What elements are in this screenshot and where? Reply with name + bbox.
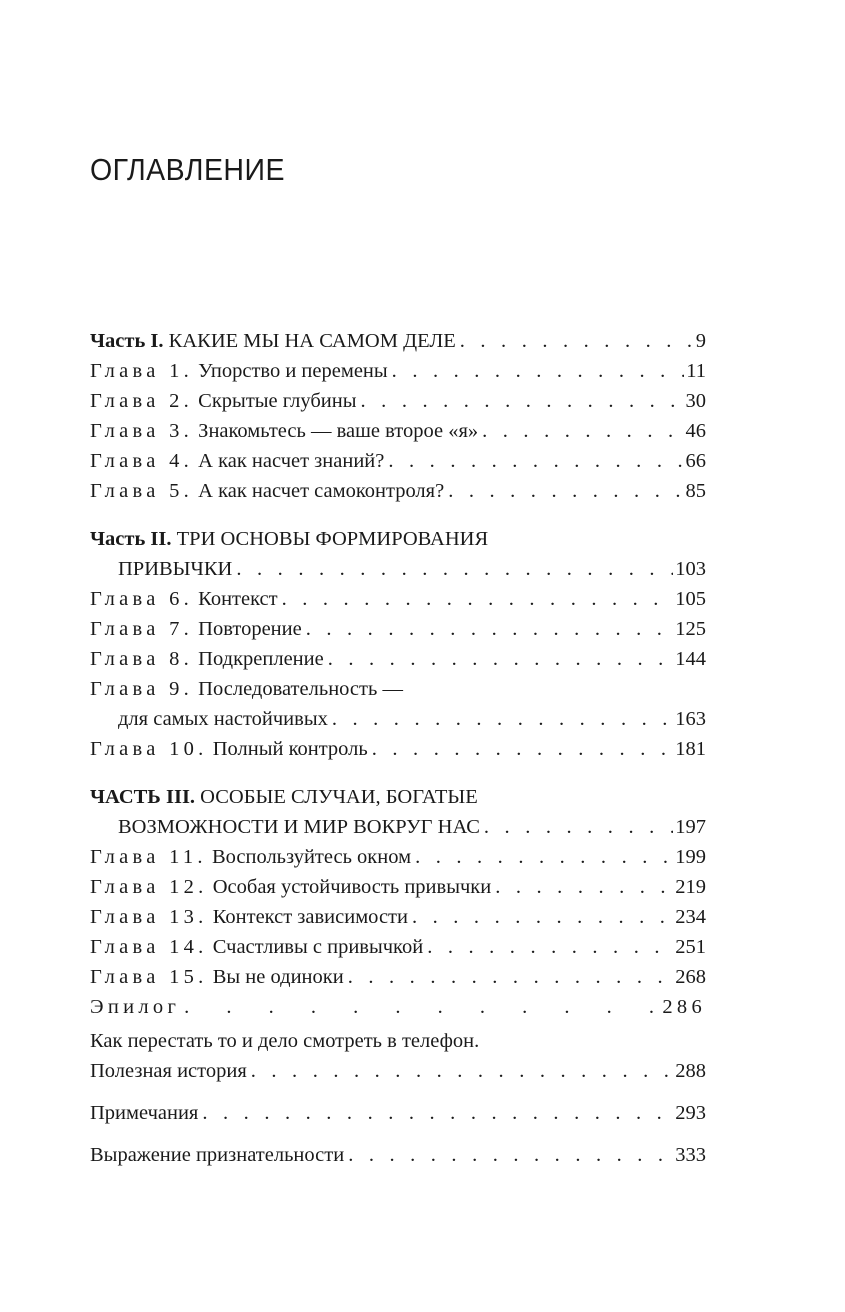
toc-chapter-15[interactable] [90,962,706,992]
extra-title-line1: Как перестать то и дело смотреть в телефон. [90,1030,480,1052]
toc-notes[interactable] [90,1098,706,1128]
dot-leader [247,1056,674,1086]
chapter-label: Глава 7. [90,618,194,640]
part-title-line2: ПРИВЫЧКИ [118,558,233,580]
toc-chapter-10[interactable] [90,734,706,764]
dot-leader [423,932,673,962]
toc-chapter-5[interactable] [90,476,706,506]
dot-leader [388,356,685,386]
toc-chapter-1[interactable] [90,356,706,386]
page-number: 197 [675,816,706,838]
part-title: ОСОБЫЕ СЛУЧАИ, БОГАТЫЕ [195,786,478,808]
toc-chapter-14[interactable] [90,932,706,962]
dot-leader [302,614,674,644]
chapter-title: А как насчет самоконтроля? [198,480,445,502]
chapter-title: А как насчет знаний? [198,450,385,472]
dot-leader [444,476,683,506]
page-number: 286 [662,996,706,1018]
dot-leader [456,326,694,356]
part-title: ТРИ ОСНОВЫ ФОРМИРОВАНИЯ [171,528,489,550]
chapter-title: Вы не одиноки [212,966,344,988]
chapter-title: Контекст [198,588,278,610]
page-number: 125 [675,618,706,640]
page-number: 199 [675,846,706,868]
page-number: 234 [675,906,706,928]
chapter-label: Глава 10. [90,738,208,760]
toc-part-2[interactable] [90,524,706,584]
page-number: 288 [675,1060,706,1082]
page-number: 251 [675,936,706,958]
page-number: 9 [695,330,706,352]
toc-chapter-9[interactable] [90,674,706,734]
chapter-title: Полный контроль [212,738,368,760]
toc-chapter-6[interactable] [90,584,706,614]
chapter-label: Глава 14. [90,936,208,958]
dot-leader [328,704,673,734]
page-number: 181 [675,738,706,760]
chapter-title: Контекст зависимости [212,906,408,928]
dot-leader [180,992,660,1022]
chapter-label: Глава 5. [90,480,194,502]
dot-leader [491,872,673,902]
table-of-contents [90,326,706,1170]
chapter-label: Глава 8. [90,648,194,670]
page-number: 30 [685,390,706,412]
toc-extra-story[interactable] [90,1026,706,1086]
chapter-title: Упорство и перемены [198,360,388,382]
toc-chapter-2[interactable] [90,386,706,416]
page-number: 46 [685,420,706,442]
notes-label: Примечания [90,1102,199,1124]
toc-epilogue[interactable] [90,992,706,1022]
toc-chapter-8[interactable] [90,644,706,674]
dot-leader [278,584,674,614]
toc-chapter-12[interactable] [90,872,706,902]
part-title-line2: ВОЗМОЖНОСТИ И МИР ВОКРУГ НАС [118,816,480,838]
page-number: 293 [675,1102,706,1124]
epilogue-label: Эпилог [90,996,181,1018]
chapter-title: Счастливы с привычкой [212,936,424,958]
page-number: 85 [685,480,706,502]
page-number: 11 [686,360,706,382]
page-number: 163 [675,708,706,730]
chapter-label: Глава 2. [90,390,194,412]
chapter-label: Глава 4. [90,450,194,472]
extra-title-line2: Полезная история [90,1060,247,1082]
toc-part-3[interactable] [90,782,706,842]
chapter-label: Глава 3. [90,420,194,442]
toc-chapter-13[interactable] [90,902,706,932]
chapter-title: Скрытые глубины [198,390,357,412]
toc-chapter-11[interactable] [90,842,706,872]
page-number: 105 [675,588,706,610]
chapter-title: Знакомьтесь — ваше второе «я» [198,420,479,442]
dot-leader [478,416,683,446]
toc-acknowledgements[interactable] [90,1140,706,1170]
page-number: 219 [675,876,706,898]
chapter-label: Глава 9. [90,678,194,700]
dot-leader [344,1140,673,1170]
toc-chapter-7[interactable] [90,614,706,644]
part-prefix: Часть II. [90,528,172,550]
page-number: 333 [675,1144,706,1166]
acknowledgements-label: Выражение признательности [90,1144,345,1166]
dot-leader [198,1098,673,1128]
page-title: ОГЛАВЛЕНИЕ [90,152,285,187]
page-number: 268 [675,966,706,988]
part-title: КАКИЕ МЫ НА САМОМ ДЕЛЕ [163,330,456,352]
chapter-label: Глава 15. [90,966,208,988]
chapter-title: Особая устойчивость привычки [212,876,492,898]
dot-leader [368,734,674,764]
toc-chapter-4[interactable] [90,446,706,476]
toc-chapter-3[interactable] [90,416,706,446]
toc-part-1[interactable] [90,326,706,356]
dot-leader [480,812,673,842]
dot-leader [357,386,684,416]
dot-leader [232,554,673,584]
part-prefix: ЧАСТЬ III. [90,786,196,808]
chapter-label: Глава 11. [90,846,207,868]
page-number: 66 [685,450,706,472]
chapter-label: Глава 1. [90,360,194,382]
page-number: 144 [675,648,706,670]
dot-leader [408,902,673,932]
page-number: 103 [675,558,706,580]
part-prefix: Часть I. [90,330,164,352]
chapter-title: Последовательность — [198,678,403,700]
chapter-label: Глава 13. [90,906,208,928]
chapter-label: Глава 6. [90,588,194,610]
chapter-label: Глава 12. [90,876,208,898]
chapter-title-line2: для самых настойчивых [118,708,328,730]
dot-leader [384,446,683,476]
dot-leader [324,644,674,674]
dot-leader [344,962,674,992]
chapter-title: Воспользуйтесь окном [211,846,412,868]
dot-leader [411,842,673,872]
chapter-title: Повторение [198,618,302,640]
chapter-title: Подкрепление [198,648,324,670]
